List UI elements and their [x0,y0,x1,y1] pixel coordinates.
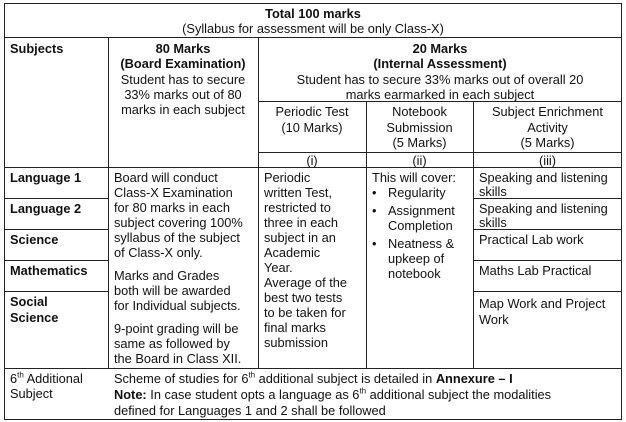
board-marks-grades: Marks and Grades [114,268,220,283]
note-text: Note: In case student opts a language as 6th additional subject the modalities [114,386,552,402]
rule-row3-right [473,260,622,261]
notebook-header: Notebook [392,104,447,119]
notebook-marks: (5 Marks) [392,135,447,150]
syllabus-note: (Syllabus for assessment will be only Class-X) [182,21,444,36]
board-desc: 33% marks out of 80 [124,87,242,102]
total-marks: Total 100 marks [265,6,361,21]
note-text: defined for Languages 1 and 2 shall be followed [114,403,386,418]
pt-body: restricted to [264,200,331,215]
board-body: syllabus of the subject [114,230,240,245]
activity: Practical Lab work [479,232,584,247]
board-body: subject covering 100% [114,215,243,230]
subject-name: Science [10,232,59,247]
board-title: 80 Marks [155,41,211,56]
pt-body: Periodic [264,170,311,185]
bullet-icon: • [372,236,377,251]
periodic-test-marks: (10 Marks) [281,120,343,135]
rule-additional [4,368,622,369]
board-marks-grades: for Individual subjects. [114,298,241,313]
subject-name: Language 2 [10,201,82,216]
rule-row3-left [4,260,108,261]
rule-row4-left [4,291,108,292]
subject-name: Social [10,294,48,309]
rule-row1-left [4,198,108,199]
board-grading: the Board in Class XII. [114,351,242,366]
nb-item: Assignment [388,203,455,218]
bullet-icon: • [372,203,377,218]
activity: Speaking and listening [479,201,608,216]
periodic-test-num: (i) [306,153,318,168]
board-body: for 80 marks in each [114,200,230,215]
scheme-text: Scheme of studies for 6th additional subject is detailed in Annexure – I [114,370,513,386]
board-desc: Student has to secure [120,72,246,87]
periodic-test-header: Periodic Test [275,104,349,119]
pt-body: Average of the [264,275,348,290]
pt-body: written Test, [264,185,333,200]
internal-subtitle: (Internal Assessment) [373,56,507,71]
enrichment-header: Subject Enrichment [492,104,603,119]
pt-body: submission [264,335,329,350]
pt-body: Year. [264,260,293,275]
internal-desc: marks earmarked in each subject [345,87,535,102]
pt-body: to be taken for [264,305,346,320]
board-body: of Class-X only. [114,245,203,260]
notebook-header: Submission [386,120,453,135]
board-body: Class-X Examination [114,185,233,200]
rule-row4-right [473,291,622,292]
subject-name: Language 1 [10,170,82,185]
board-marks-grades: both will be awarded [114,283,231,298]
activity: Maths Lab Practical [479,263,592,278]
pt-body: best two tests [264,290,343,305]
board-grading: same as followed by [114,336,230,351]
rule-header [4,37,622,38]
board-grading: 9-point grading will be [114,321,239,336]
nb-item: Regularity [388,185,446,200]
activity: Work [479,312,509,327]
enrichment-header: Activity [527,120,568,135]
activity: skills [479,184,507,199]
activity: skills [479,215,507,230]
subjects-header: Subjects [10,41,64,56]
additional-label: 6th Additional [10,370,83,386]
subject-name: Mathematics [10,263,88,278]
internal-desc: Student has to secure 33% marks out of overall 20 [296,72,584,87]
enrichment-marks: (5 Marks) [520,135,575,150]
subject-name: Science [10,310,59,325]
enrichment-num: (iii) [538,153,557,168]
board-subtitle: (Board Examination) [120,56,246,71]
pt-body: three in each [264,215,338,230]
rule-row2-left [4,229,108,230]
board-body: Board will conduct [114,170,218,185]
pt-body: final marks [264,320,326,335]
pt-body: subject in an [264,230,336,245]
board-desc: marks in each subject [121,102,245,117]
nb-item: upkeep of [388,251,445,266]
additional-label: Subject [10,386,53,401]
activity: Map Work and Project [479,296,606,311]
activity: Speaking and listening [479,170,608,185]
nb-intro: This will cover: [372,170,456,185]
pt-body: Academic [264,245,321,260]
annexure-ref: Annexure – I [435,371,513,386]
notebook-num: (ii) [412,153,427,168]
nb-item: Neatness & [388,236,455,251]
internal-title: 20 Marks [412,41,468,56]
nb-item: Completion [388,218,453,233]
bullet-icon: • [372,185,377,200]
nb-item: notebook [388,266,441,281]
